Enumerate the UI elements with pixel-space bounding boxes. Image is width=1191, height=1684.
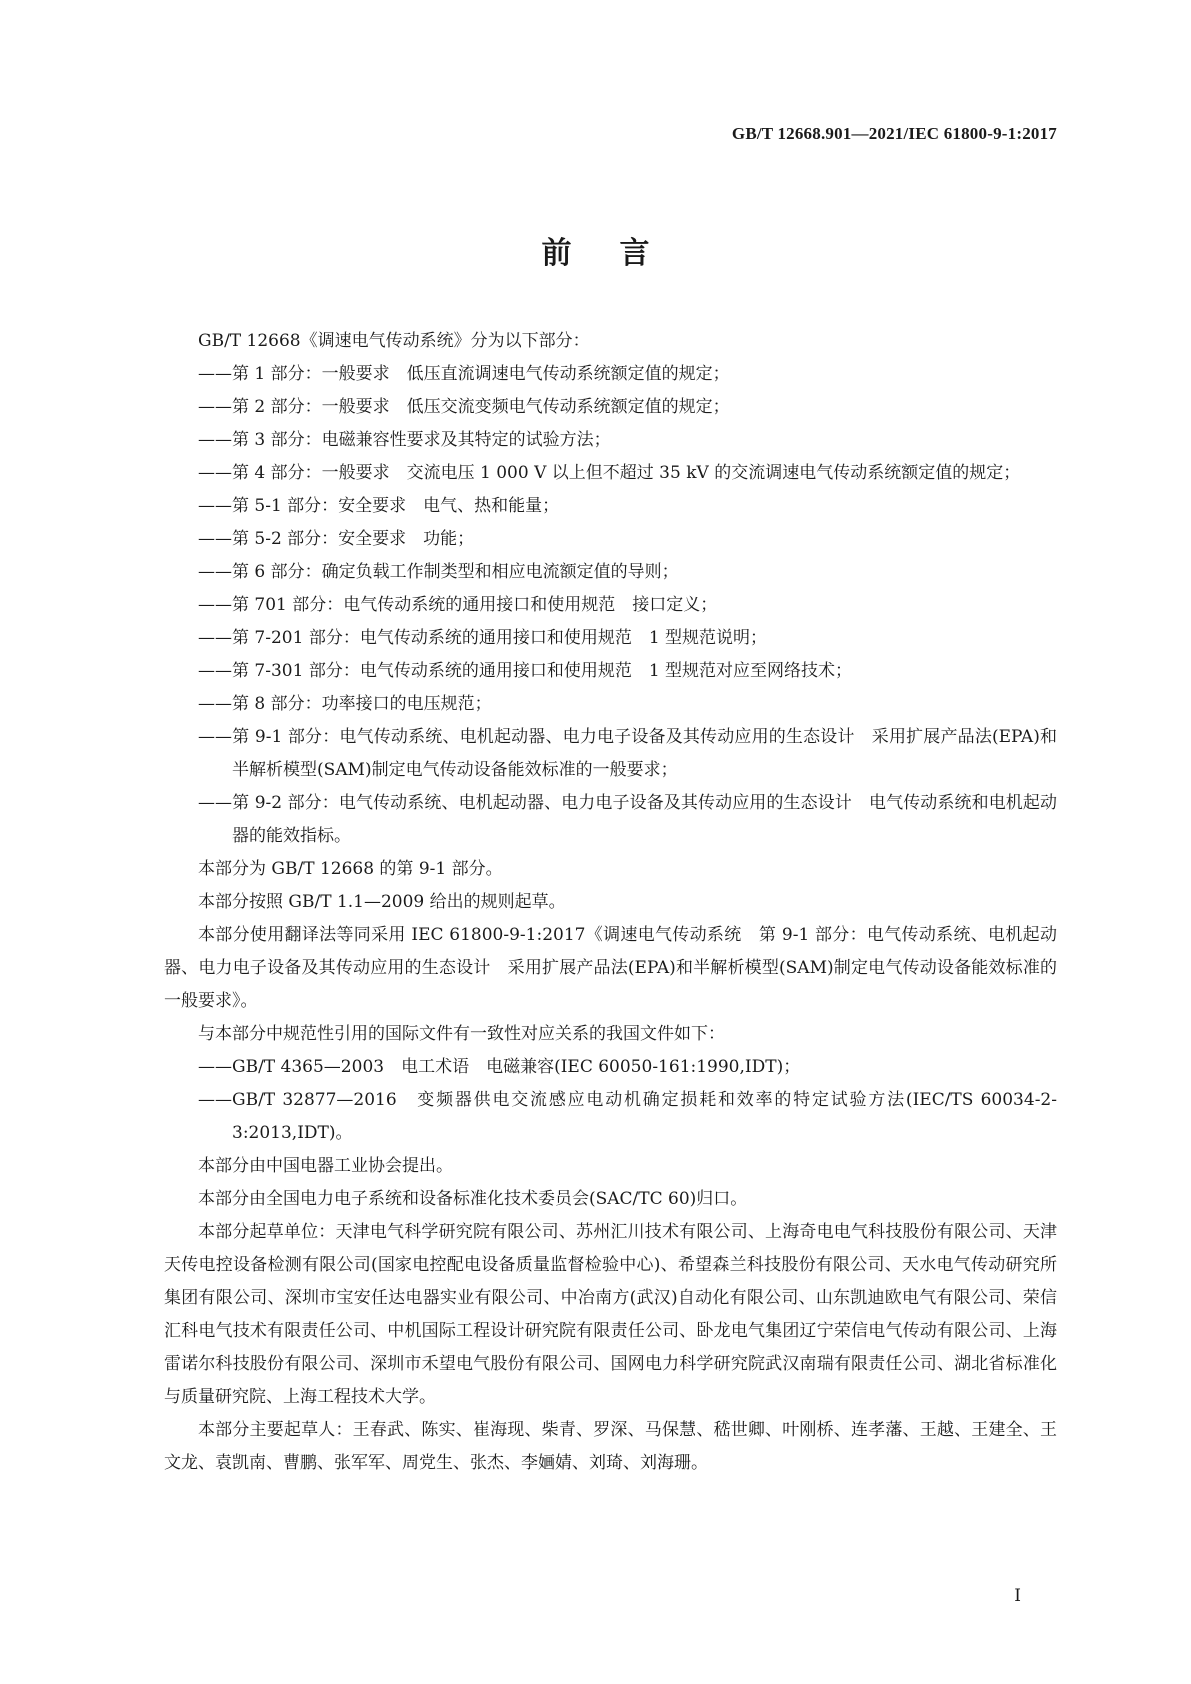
list-item: ——第 7-201 部分：电气传动系统的通用接口和使用规范 1 型规范说明； [198,628,768,648]
list-item: ——第 9-1 部分：电气传动系统、电机起动器、电力电子设备及其传动应用的生态设计 采用扩展产品法(EPA)和半解析模型(SAM)制定电气传动设备能效标准的一般要求； [198,727,1057,780]
standard-code-header: GB/T 12668.901—2021/IEC 61800-9-1:2017 [731,124,1057,143]
page-title: 前言 [541,236,698,271]
list-item: ——第 5-1 部分：安全要求 电气、热和能量； [198,496,560,516]
list-item: ——GB/T 32877—2016 变频器供电交流感应电动机确定损耗和效率的特定试验方法(IEC/TS 60034-2-3:2013,IDT)。 [198,1090,1057,1143]
list-item: ——第 7-301 部分：电气传动系统的通用接口和使用规范 1 型规范对应至网络技术； [198,661,853,681]
list-item: ——第 8 部分：功率接口的电压规范； [198,694,492,714]
drafting-rules-statement: 本部分按照 GB/T 1.1—2009 给出的规则起草。 [198,892,566,912]
foreword-body [164,325,1057,1480]
parts-list [164,358,1057,853]
translation-statement: 本部分使用翻译法等同采用 IEC 61800-9-1:2017《调速电气传动系统 第 9-1 部分：电气传动系统、电机起动器、电力电子设备及其传动应用的生态设计 采用扩展产品法(EPA)和半解析模型(SAM)制定电气传动设备能效标准的一般要求》。 [164,925,1057,1011]
drafting-units-statement: 本部分起草单位：天津电气科学研究院有限公司、苏州汇川技术有限公司、上海奇电电气科技股份有限公司、天津天传电控设备检测有限公司(国家电控配电设备质量监督检验中心)、希望森兰科技股份有限公司、天水电气传动研究所集团有限公司、深圳市宝安任达电器实业有限公司、中冶南方(武汉)自动化有限公司、山东凯迪欧电气有限公司、荣信汇科电气技术有限责任公司、中机国际工程设计研究院有限责任公司、卧龙电气集团辽宁荣信电气传动有限公司、上海雷诺尔科技股份有限公司、深圳市禾望电气股份有限公司、国网电力科学研究院武汉南瑞有限责任公司、湖北省标准化与质量研究院、上海工程技术大学。 [164,1222,1057,1407]
list-item: ——第 3 部分：电磁兼容性要求及其特定的试验方法； [198,430,611,450]
references-intro: 与本部分中规范性引用的国际文件有一致性对应关系的我国文件如下： [198,1024,725,1044]
list-item: ——GB/T 4365—2003 电工术语 电磁兼容(IEC 60050-161:1990,IDT)； [198,1057,801,1077]
intro-paragraph: GB/T 12668《调速电气传动系统》分为以下部分： [198,331,590,351]
list-item: ——第 701 部分：电气传动系统的通用接口和使用规范 接口定义； [198,595,718,615]
drafters-statement: 本部分主要起草人：王春武、陈实、崔海现、柴青、罗深、马保慧、嵇世卿、叶刚桥、连孝藩、王越、王建全、王文龙、袁凯南、曹鹏、张军军、周党生、张杰、李婳婧、刘琦、刘海珊。 [164,1420,1057,1473]
list-item: ——第 4 部分：一般要求 交流电压 1 000 V 以上但不超过 35 kV 的交流调速电气传动系统额定值的规定； [198,463,1021,483]
page-number: I [1014,1586,1021,1606]
list-item: ——第 5-2 部分：安全要求 功能； [198,529,475,549]
list-item: ——第 1 部分：一般要求 低压直流调速电气传动系统额定值的规定； [198,364,730,384]
part-statement: 本部分为 GB/T 12668 的第 9-1 部分。 [198,859,503,879]
references-list [164,1051,1057,1150]
list-item: ——第 9-2 部分：电气传动系统、电机起动器、电力电子设备及其传动应用的生态设计 电气传动系统和电机起动器的能效指标。 [198,793,1057,846]
centralized-by-statement: 本部分由全国电力电子系统和设备标准化技术委员会(SAC/TC 60)归口。 [198,1189,748,1209]
proposed-by-statement: 本部分由中国电器工业协会提出。 [198,1156,453,1176]
list-item: ——第 2 部分：一般要求 低压交流变频电气传动系统额定值的规定； [198,397,730,417]
list-item: ——第 6 部分：确定负载工作制类型和相应电流额定值的导则； [198,562,679,582]
